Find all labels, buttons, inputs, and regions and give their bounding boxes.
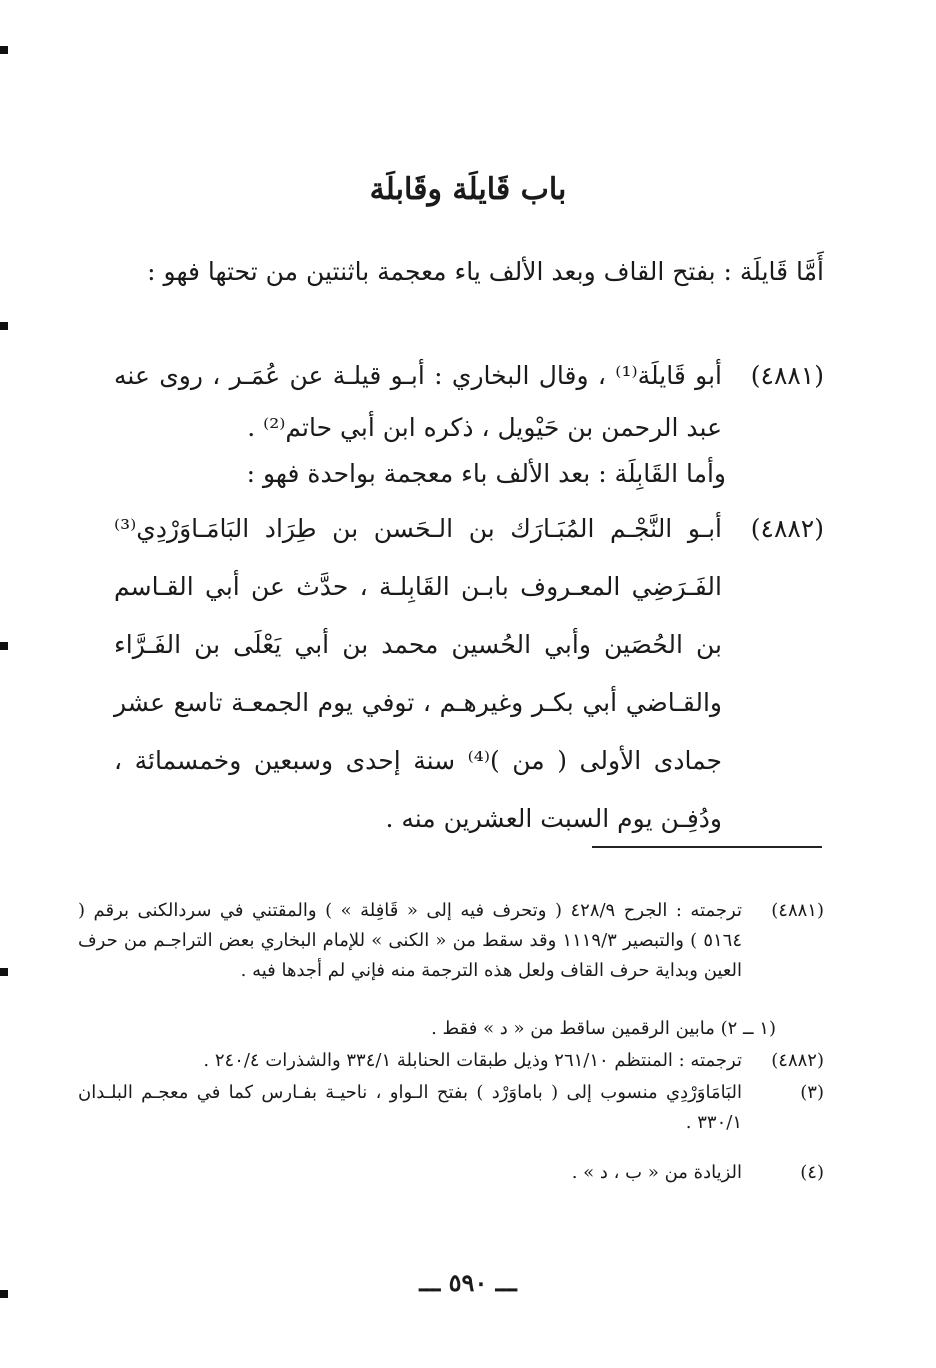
entry-text: أبو قَايلَة⁽¹⁾ ، وقال البخاري : أبـو قيلـة عن عُمَـر ، روى عنه عبد الرحمن بن حَيْويل ، ذكره ابن أبي حاتم⁽²⁾ . [114, 361, 722, 442]
footnote-4 [78, 1158, 824, 1188]
footnote-text: الزيادة من « ب ، د » . [571, 1162, 742, 1183]
entry-4881 [114, 350, 824, 454]
footnote-range-note [76, 1014, 776, 1044]
footnote-4882 [78, 1046, 824, 1076]
footnote-text: (١ ــ ٢) مابين الرقمين ساقط من « د » فقط . [431, 1018, 776, 1039]
footnote-text: ترجمته : المنتظم ٢٦١/١٠ وذيل طبقات الحنابلة ٣٣٤/١ والشذرات ٢٤٠/٤ . [203, 1050, 742, 1071]
entry-text: أبـو النَّجْـم المُبَـارَك بن الـحَسن بن طِرَاد البَامَـاوَرْدِي⁽³⁾ الفَـرَضِي المعـروف بابـن القَابِلـة ، حدَّث عن أبي القـاسم بن الحُصَين وأبي الحُسين محمد بن أبي يَعْلَى بن الفَـرَّاء والقـاضي أبي بكـر وغيرهـم ، توفي يوم الجمعـة تاسع عشر جمادى الأولى ( من )⁽⁴⁾ سنة إحدى وسبعين وخمسمائة ، ودُفِـن يوم السبت العشرين منه . [114, 514, 723, 833]
entry-number: (٤٨٨١) [750, 361, 824, 390]
footnote-divider [592, 846, 822, 848]
footnote-3 [78, 1078, 824, 1138]
footnote-number: (٤٨٨١) [771, 900, 824, 921]
entry-4882 [114, 500, 824, 848]
intro-paragraph: أَمَّا قَايلَة : بفتح القاف وبعد الألف ياء معجمة باثنتين من تحتها فهو : [147, 257, 824, 286]
page-number: ـــ ٥٩٠ ـــ [419, 1268, 517, 1297]
footnote-text: ترجمته : الجرح ٤٢٨/٩ ( وتحرف فيه إلى « قَافِلة » ) والمقتني في سردالكنى برقم ( ٥١٦٤ ) والتبصير ١١١٩/٣ وقد سقط من « الكنى » للإمام البخاري بعض التراجـم من حرف العين وبداية حرف القاف ولعل هذه الترجمة منه فإني لم أجدها فيه . [78, 900, 742, 981]
entry-number: (٤٨٨٢) [750, 514, 824, 543]
section-subhead: وأما القَابِلَة : بعد الألف باء معجمة بواحدة فهو : [246, 459, 726, 488]
footnote-number: (٤٨٨٢) [771, 1050, 824, 1071]
scan-edge-mark [0, 642, 8, 650]
footnote-4881 [78, 896, 824, 986]
footnote-number: (٣) [800, 1082, 824, 1103]
scan-edge-mark [0, 322, 8, 330]
footnote-text: البَامَاوَرْدِي منسوب إلى ( باماوَرْد ) بفتح الـواو ، ناحيـة بفـارس كما في معجـم البلـدان ٣٣٠/١ . [78, 1082, 742, 1133]
scan-edge-mark [0, 46, 8, 54]
footnote-number: (٤) [800, 1162, 824, 1183]
chapter-title: باب قَايلَة وقَابلَة [369, 172, 567, 207]
scan-edge-mark [0, 968, 8, 976]
